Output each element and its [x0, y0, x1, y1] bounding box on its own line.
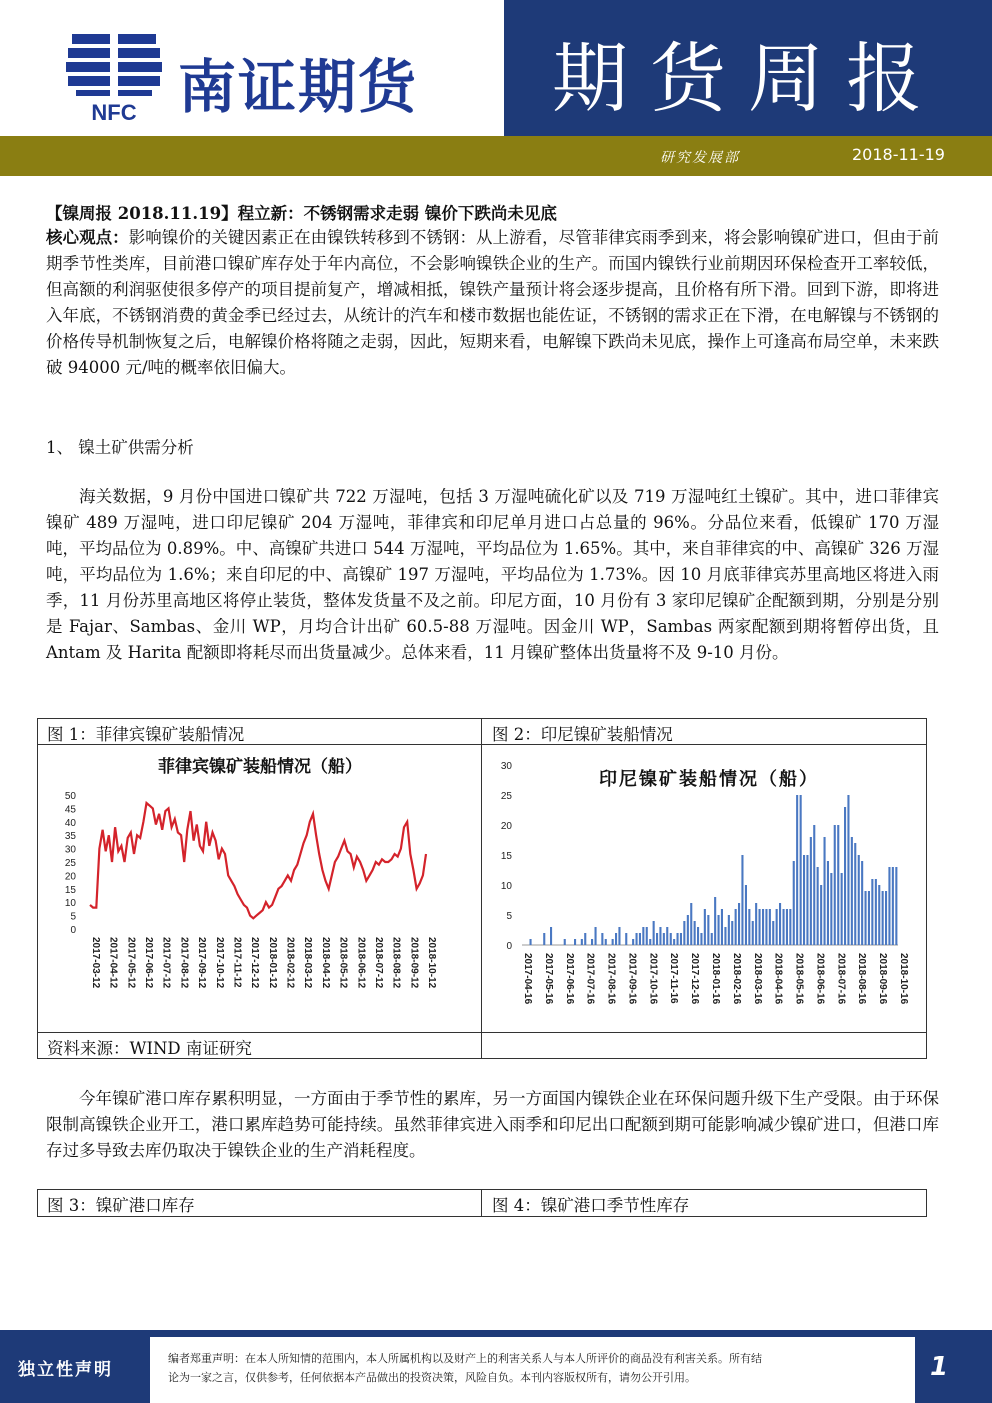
source-note: 资料来源：WIND 南证研究 [47, 1039, 252, 1058]
chart2-bar [783, 909, 785, 945]
chart2-bar [636, 933, 638, 945]
chart2-bar [700, 933, 702, 945]
chart2-bar [704, 909, 706, 945]
core-text: 影响镍价的关键因素正在由镍铁转移到不锈钢：从上游看，尽管菲律宾雨季到来，将会影响镍矿进口，但由于前期季节性类库，目前港口镍矿库存处于年内高位，不会影响镍铁企业的生产。而国内镍铁行业前期因环保检查开工率较低，但高额的利润驱使很多停产的项目提前复产，增减相抵，镍铁产量预计将会逐步提高，且价格有所下滑。回到下游，即将进入年底，不锈钢消费的黄金季已经过去，从统计的汽车和楼市数据也能佐证，不锈钢的需求正在下滑，在电解镍与不锈钢的价格传导机制恢复之后，电解镍价格将随之走弱，因此，短期来看，电解镍下跌尚未见底，操作上可逢高布局空单，未来跌破 94000 元/吨的概率依旧偏大。 [46, 228, 940, 377]
chart2-bar [755, 903, 757, 945]
chart2-bar [820, 885, 822, 945]
chart2-bar [895, 867, 897, 945]
chart2-bar [649, 939, 651, 945]
chart2-bar [847, 795, 849, 945]
chart1-x-tick: 2018-03-12 [302, 937, 314, 989]
chart2-bar [581, 939, 583, 945]
chart2-bar [875, 879, 877, 945]
chart2-bar [632, 939, 634, 945]
chart1-x-tick: 2017-04-12 [107, 937, 119, 989]
chart2-bar [656, 933, 658, 945]
chart2-bar [731, 921, 733, 945]
chart2-y-tick: 10 [500, 881, 512, 892]
chart2-bar [741, 855, 743, 945]
chart2-bar [765, 909, 767, 945]
chart2-x-tick: 2018-04-16 [772, 953, 784, 1005]
chart2-bar [666, 927, 668, 945]
chart1-y-tick: 50 [64, 791, 76, 802]
chart2-bar [639, 933, 641, 945]
chart2-bar [861, 861, 863, 945]
chart2-bar [670, 933, 672, 945]
chart2-x-tick: 2017-05-16 [542, 953, 554, 1005]
chart1-x-tick: 2017-08-12 [178, 937, 190, 989]
chart2-bar [888, 867, 890, 945]
chart2-x-tick: 2018-01-16 [710, 953, 721, 1005]
chart2-bar [776, 909, 778, 945]
chart2-bar [738, 903, 740, 945]
chart2-bar [834, 825, 836, 945]
chart2-bar [871, 879, 873, 945]
chart2-y-tick: 0 [506, 941, 512, 952]
chart2-x-tick: 2017-04-16 [522, 953, 533, 1005]
chart1-x-tick: 2018-01-12 [266, 937, 278, 989]
fig3-caption: 图 3：镍矿港口库存 [47, 1196, 195, 1215]
paragraph-customs-data: 海关数据，9 月份中国进口镍矿共 722 万湿吨，包括 3 万湿吨硫化矿以及 719 万湿吨红土镍矿。其中，进口菲律宾镍矿 489 万湿吨，进口印尼镍矿 204 万湿吨，菲律宾和印尼单月进口占总量的 96%。分品位来看，低镍矿 170 万湿吨，平均品位为 0.89%。中、高镍矿共进口 544 万湿吨，平均品位为 1.65%。其中，来自菲律宾的中、高镍矿 326 万湿吨，平均品位为 1.6%；来自印尼的中、高镍矿 197 万湿吨，平均品位为 1.73%。因 10 月底菲律宾苏里高地区将进入雨季，11 月份苏里高地区将停止装货，整体发货量不及之前。印尼方面，10 月份有 3 家印尼镍矿企配额到期，分别是分别是 Fajar、Sambas、金川 WP，月均合计出矿 60.5-88 万湿吨。因金川 WP，Sambas 两家配额到期将暂停出货，且 Antam 及 Harita 配额即将耗尽而出货量减少。总体来看，11 月镍矿整体出货量将不及 9-10 月份。 [46, 487, 939, 662]
fig1-chart-cell [37, 744, 482, 1033]
chart2-y-tick: 20 [500, 821, 512, 832]
chart2-bar [721, 909, 723, 945]
chart1-x-tick: 2017-11-12 [231, 937, 243, 988]
chart2-bar [659, 927, 661, 945]
chart2-x-tick: 2017-10-16 [647, 953, 659, 1005]
article-title: 【镍周报 2018.11.19】程立新：不锈钢需求走弱 镍价下跌尚未见底 [46, 204, 557, 223]
chart1-y-tick: 15 [64, 884, 76, 896]
chart2-y-tick: 30 [500, 761, 512, 772]
chart1-x-tick: 2018-06-12 [355, 937, 367, 989]
chart2-bar [844, 807, 846, 945]
chart2-bar [543, 933, 545, 945]
chart1-series-line [90, 803, 426, 918]
chart2-bar [615, 933, 617, 945]
chart2-bar [851, 837, 853, 945]
chart1-y-tick: 40 [64, 817, 76, 829]
chart2-bar [564, 939, 566, 945]
chart1-y-tick: 35 [64, 831, 76, 843]
chart1-y-tick: 25 [64, 858, 76, 869]
logo-globe [66, 28, 162, 96]
chart2-x-tick: 2017-08-16 [605, 953, 617, 1005]
chart2-bar [735, 909, 737, 945]
chart2-bar [854, 843, 856, 945]
chart2-bar [591, 939, 593, 945]
chart2-x-tick: 2017-06-16 [563, 953, 575, 1005]
chart2-bar [786, 909, 788, 945]
chart2-y-tick: 25 [500, 791, 512, 802]
chart2-bar [673, 939, 675, 945]
chart2-bar [878, 885, 880, 945]
chart2-bar [728, 915, 730, 945]
chart2-x-tick: 2018-03-16 [751, 953, 763, 1005]
chart2-bar [605, 939, 607, 945]
chart2-bar [748, 909, 750, 945]
chart2-bar [779, 903, 781, 945]
chart2-bar [817, 867, 819, 945]
section-heading: 1、 镍土矿供需分析 [46, 438, 194, 457]
chart2-x-tick: 2018-06-16 [814, 953, 826, 1005]
chart2-bar [718, 915, 720, 945]
fig1-caption: 图 1：菲律宾镍矿装船情况 [47, 725, 245, 744]
chart2-bar [793, 861, 795, 945]
chart2-bar [680, 933, 682, 945]
chart1-x-tick: 2018-04-12 [319, 937, 331, 989]
fig2-chart-cell [481, 744, 927, 1033]
chart1-y-tick: 30 [64, 844, 76, 856]
page-header [0, 0, 992, 166]
chart2-x-tick: 2017-11-16 [668, 953, 680, 1004]
chart2-bar [745, 885, 747, 945]
chart2-bar [625, 933, 627, 945]
chart2-bar [830, 873, 832, 945]
empty-source-cell [481, 1032, 927, 1059]
chart2-x-tick: 2017-12-16 [689, 953, 701, 1005]
chart2-bar [690, 903, 692, 945]
disclaimer-text [168, 1349, 858, 1387]
chart2-bar [618, 927, 620, 945]
disclaimer-line-2: 论为一家之言，仅供参考，任何依据本产品做出的投资决策，风险自负。本刊内容版权所有，请勿公开引用。 [168, 1371, 696, 1384]
chart1-x-tick: 2017-06-12 [143, 937, 155, 989]
disclaimer-line-1: 编者郑重声明：在本人所知情的范围内，本人所属机构以及财产上的利害关系人与本人所评价的商品没有利害关系。所有结 [168, 1352, 762, 1365]
chart1-x-tick: 2017-07-12 [160, 937, 172, 989]
chart2-bar [769, 909, 771, 945]
chart2-bar [601, 933, 603, 945]
chart2-bar [827, 861, 829, 945]
chart2-x-tick: 2018-10-16 [898, 953, 909, 1005]
chart2-bar [772, 921, 774, 945]
chart2-bar [810, 837, 812, 945]
chart2-bar [646, 927, 648, 945]
chart2-title: 印尼镍矿装船情况（船） [599, 769, 819, 789]
chart1-x-tick: 2017-05-12 [125, 937, 137, 989]
chart1-y-tick: 10 [64, 898, 76, 910]
chart1-x-tick: 2018-02-12 [284, 937, 296, 989]
fig2-caption-cell [481, 718, 927, 745]
chart2-bar [707, 915, 709, 945]
chart2-bar [885, 891, 887, 945]
chart2-bar [796, 795, 798, 945]
chart1-x-tick: 2017-03-12 [90, 937, 101, 989]
chart2-x-tick: 2018-07-16 [835, 953, 847, 1005]
chart2-bar [800, 795, 802, 945]
chart2-bar [724, 927, 726, 945]
chart2-bar [584, 933, 586, 945]
chart2-bar [759, 909, 761, 945]
chart2-y-tick: 15 [500, 851, 512, 862]
core-view-paragraph [46, 225, 939, 381]
chart1-x-tick: 2017-10-12 [213, 937, 225, 989]
chart2-bar [858, 855, 860, 945]
chart2-bar [762, 909, 764, 945]
chart1-y-tick: 20 [64, 871, 76, 883]
report-date: 2018-11-19 [852, 145, 945, 164]
chart1-x-tick: 2018-05-12 [337, 937, 349, 989]
chart1-x-tick: 2017-09-12 [196, 937, 208, 989]
chart2-bar [574, 939, 576, 945]
chart2-bar [806, 855, 808, 945]
fig2-caption: 图 2：印尼镍矿装船情况 [492, 725, 673, 744]
logo-name: 南证期货 [178, 53, 419, 121]
chart1-x-tick: 2017-12-12 [249, 937, 261, 989]
chart2-bar [687, 915, 689, 945]
chart2-bar [683, 921, 685, 945]
chart2-bar [711, 933, 713, 945]
chart1-title: 菲律宾镍矿装船情况（船） [158, 757, 362, 776]
chart1-x-tick: 2018-08-12 [390, 937, 402, 989]
chart2-bar [653, 921, 655, 945]
chart1-x-tick: 2018-07-12 [372, 937, 384, 989]
chart2-x-tick: 2018-09-16 [877, 953, 889, 1005]
chart-indonesia-shipments [482, 745, 926, 1032]
chart2-bar [595, 927, 597, 945]
chart2-bar [865, 891, 867, 945]
chart1-x-tick: 2018-09-12 [408, 937, 420, 989]
chart2-bar [714, 897, 716, 945]
chart2-bar [550, 927, 552, 945]
paragraph-port-inventory: 今年镍矿港口库存累积明显，一方面由于季节性的累库，另一方面国内镍铁企业在环保问题升级下生产受限。由于环保限制高镍铁企业开工，港口累库趋势可能持续。虽然菲律宾进入雨季和印尼出口配额到期可能影响减少镍矿进口，但港口库存过多导致去库仍取决于镍铁企业的生产消耗程度。 [46, 1089, 939, 1160]
chart2-x-tick: 2017-09-16 [626, 953, 638, 1005]
chart2-bar [841, 873, 843, 945]
chart2-bar [868, 891, 870, 945]
chart2-x-tick: 2017-07-16 [584, 953, 596, 1005]
chart2-y-tick: 5 [506, 911, 512, 922]
chart-philippines-shipments [38, 745, 481, 1032]
chart2-bar [642, 927, 644, 945]
core-label: 核心观点： [46, 228, 129, 247]
masthead-title: 期货周报 [552, 34, 944, 123]
fig3-caption-cell [37, 1189, 482, 1217]
chart2-bar [837, 825, 839, 945]
fig4-caption-cell [481, 1189, 927, 1217]
chart1-x-tick: 2018-10-12 [426, 937, 437, 989]
chart2-bar [663, 933, 665, 945]
chart2-bar [803, 855, 805, 945]
fig1-caption-cell [37, 718, 482, 745]
source-cell [37, 1032, 482, 1059]
chart1-y-tick: 5 [70, 911, 76, 923]
chart2-x-tick: 2018-05-16 [793, 953, 805, 1005]
chart2-bar [694, 921, 696, 945]
chart2-bar [752, 921, 754, 945]
independence-label: 独立性声明 [18, 1360, 113, 1380]
page-number: 1 [930, 1352, 949, 1382]
logo-abbr: NFC [91, 100, 137, 124]
chart2-bar [677, 933, 679, 945]
chart1-y-tick: 45 [64, 804, 76, 816]
chart2-bar [824, 837, 826, 945]
chart2-bar [612, 939, 614, 945]
chart2-bar [789, 909, 791, 945]
chart2-bar [882, 891, 884, 945]
nfc-logo-icon [66, 28, 162, 124]
chart2-bar [697, 927, 699, 945]
chart2-bar [892, 867, 894, 945]
chart2-bar [530, 939, 532, 945]
header-band [0, 136, 992, 176]
chart1-y-tick: 0 [70, 925, 76, 936]
fig4-caption: 图 4：镍矿港口季节性库存 [492, 1196, 690, 1215]
chart2-x-tick: 2018-08-16 [856, 953, 868, 1005]
department-label: 研究发展部 [660, 150, 740, 166]
chart2-bar [813, 825, 815, 945]
chart2-x-tick: 2018-02-16 [730, 953, 742, 1005]
